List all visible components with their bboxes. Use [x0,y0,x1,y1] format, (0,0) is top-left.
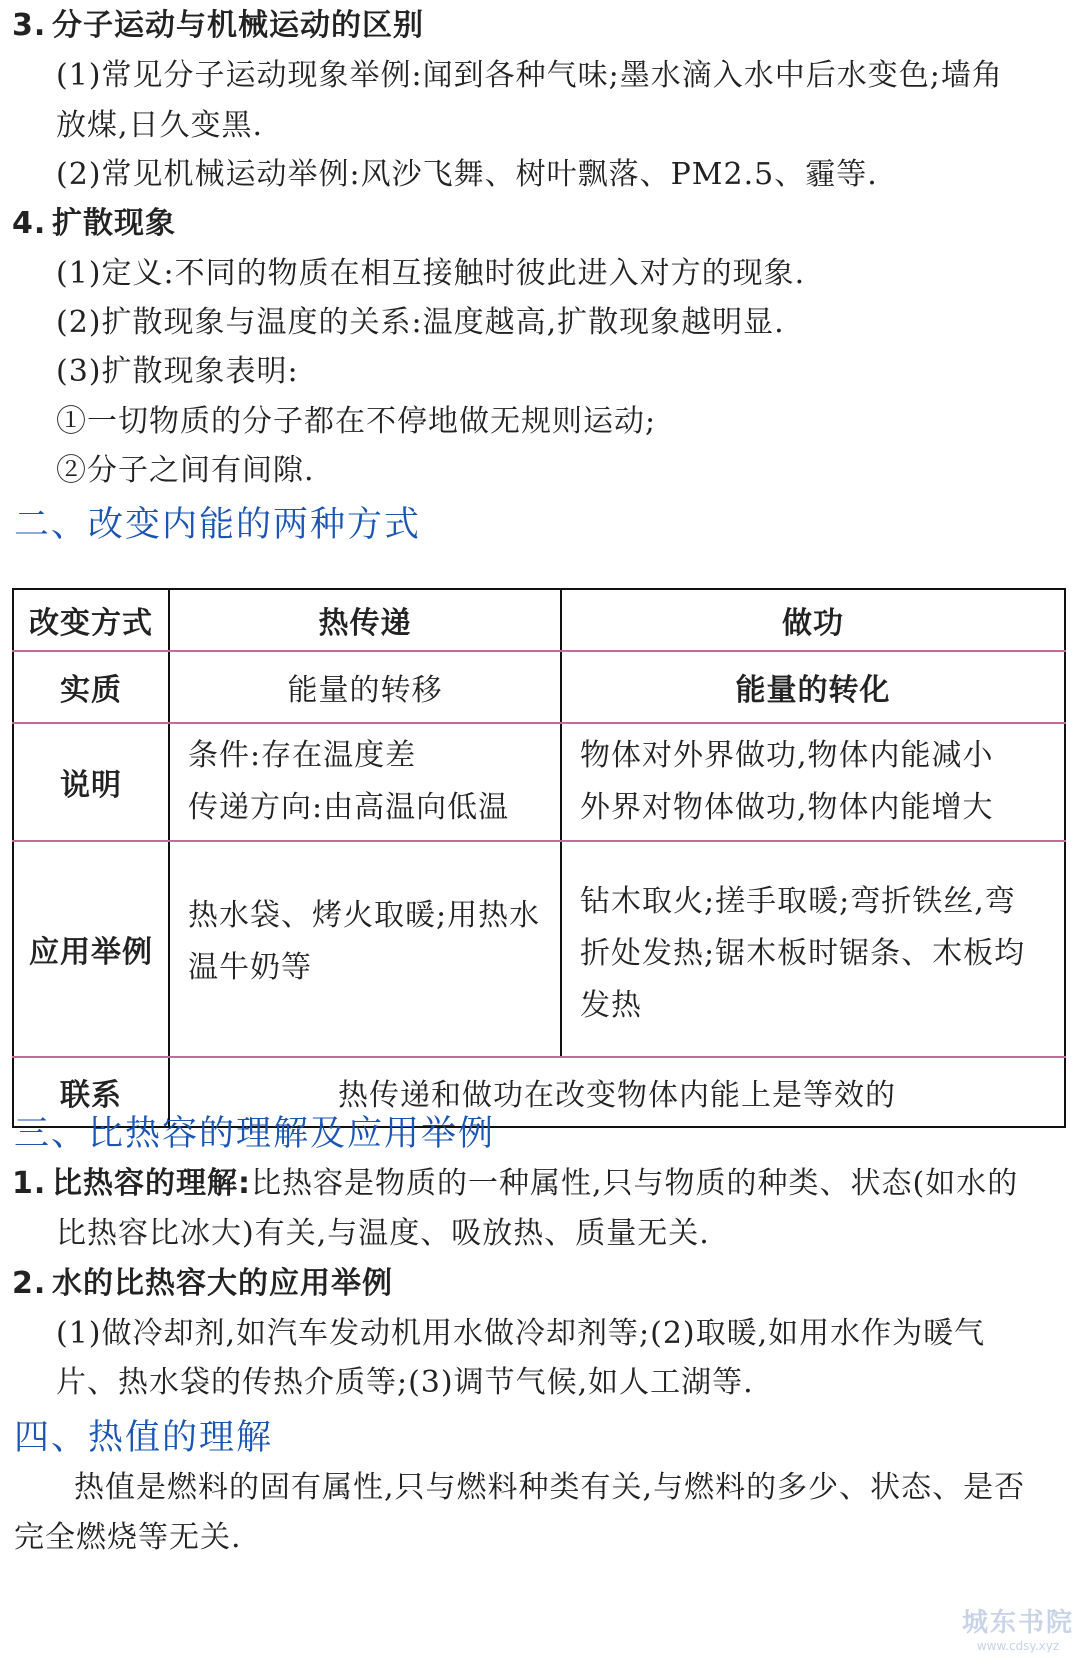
cell-line: 传递方向:由高温向低温 [188,790,510,825]
paragraph: (1)常见分子运动现象举例:闻到各种气味;墨水滴入水中后水变色;墙角 [56,58,1003,93]
paragraph: 放煤,日久变黑. [56,108,264,143]
watermark-text: 城东书院 [961,1608,1074,1638]
item-title: 水的比热容大的应用举例 [52,1266,393,1301]
cell-line: 条件:存在温度差 [188,738,417,773]
cell-line: 外界对物体做功,物体内能增大 [580,790,994,825]
item-title: 分子运动与机械运动的区别 [52,8,424,43]
table-header-cell: 改变方式 [13,589,169,651]
paragraph: ②分子之间有间隙. [56,453,315,488]
cell-line: 钻木取火;搓手取暖;弯折铁丝,弯 [580,884,1016,919]
section-title: 四、热值的理解 [14,1418,274,1458]
table-header-cell: 做功 [561,589,1065,651]
table-cell [169,723,561,841]
item-number: 3. [12,8,47,43]
watermark-logo [962,1602,1074,1653]
paragraph: (1)定义:不同的物质在相互接触时彼此进入对方的现象. [56,256,806,291]
paragraph: (2)常见机械运动举例:风沙飞舞、树叶飘落、PM2.5、霾等. [56,157,878,192]
item-number: 4. [12,206,47,241]
cell-line: 温牛奶等 [188,950,312,985]
watermark-url: www.cdsy.xyz [976,1639,1060,1653]
row-header-cell: 联系 [13,1057,169,1127]
cell-line: 热水袋、烤火取暖;用热水 [188,898,541,933]
comparison-table [12,588,1066,1128]
paragraph: ①一切物质的分子都在不停地做无规则运动; [56,404,657,439]
cell-line: 发热 [580,988,642,1023]
item-number: 1. [12,1166,47,1201]
row-header-cell: 说明 [13,723,169,841]
paragraph: (1)做冷却剂,如汽车发动机用水做冷却剂等;(2)取暖,如用水作为暖气 [56,1316,986,1351]
table-row [13,841,1065,1057]
item-title: 扩散现象 [52,206,176,241]
table-row [13,651,1065,723]
table-cell: 能量的转化 [561,651,1065,723]
paragraph: (3)扩散现象表明: [56,354,299,389]
table-cell [561,723,1065,841]
paragraph: (2)扩散现象与温度的关系:温度越高,扩散现象越明显. [56,305,785,340]
row-header-cell: 实质 [13,651,169,723]
paragraph: 完全燃烧等无关. [14,1520,242,1555]
cell-line: 折处发热;锯木板时锯条、木板均 [580,936,1026,971]
item-text: 比热容是物质的一种属性,只与物质的种类、状态(如水的 [251,1166,1019,1201]
item-2-heading [12,1258,1068,1310]
paragraph: 热值是燃料的固有属性,只与燃料种类有关,与燃料的多少、状态、是否 [74,1470,1026,1505]
item-title: 比热容的理解: [52,1166,251,1201]
table-cell: 热传递和做功在改变物体内能上是等效的 [169,1057,1065,1127]
table-cell [561,841,1065,1057]
cell-line: 物体对外界做功,物体内能减小 [580,738,994,773]
table-header-row [13,589,1065,651]
row-header-cell: 应用举例 [13,841,169,1057]
table-header-cell: 热传递 [169,589,561,651]
item-3-heading [12,0,1068,52]
paragraph: 比热容比冰大)有关,与温度、吸放热、质量无关. [56,1216,710,1251]
item-1-paragraph [12,1158,1068,1210]
item-number: 2. [12,1266,47,1301]
section-title: 三、比热容的理解及应用举例 [14,1114,496,1154]
item-4-heading [12,198,1068,250]
table-cell [169,841,561,1057]
paragraph: 片、热水袋的传热介质等;(3)调节气候,如人工湖等. [56,1365,754,1400]
table-row [13,723,1065,841]
section-title: 二、改变内能的两种方式 [14,505,422,545]
table-cell: 能量的转移 [169,651,561,723]
